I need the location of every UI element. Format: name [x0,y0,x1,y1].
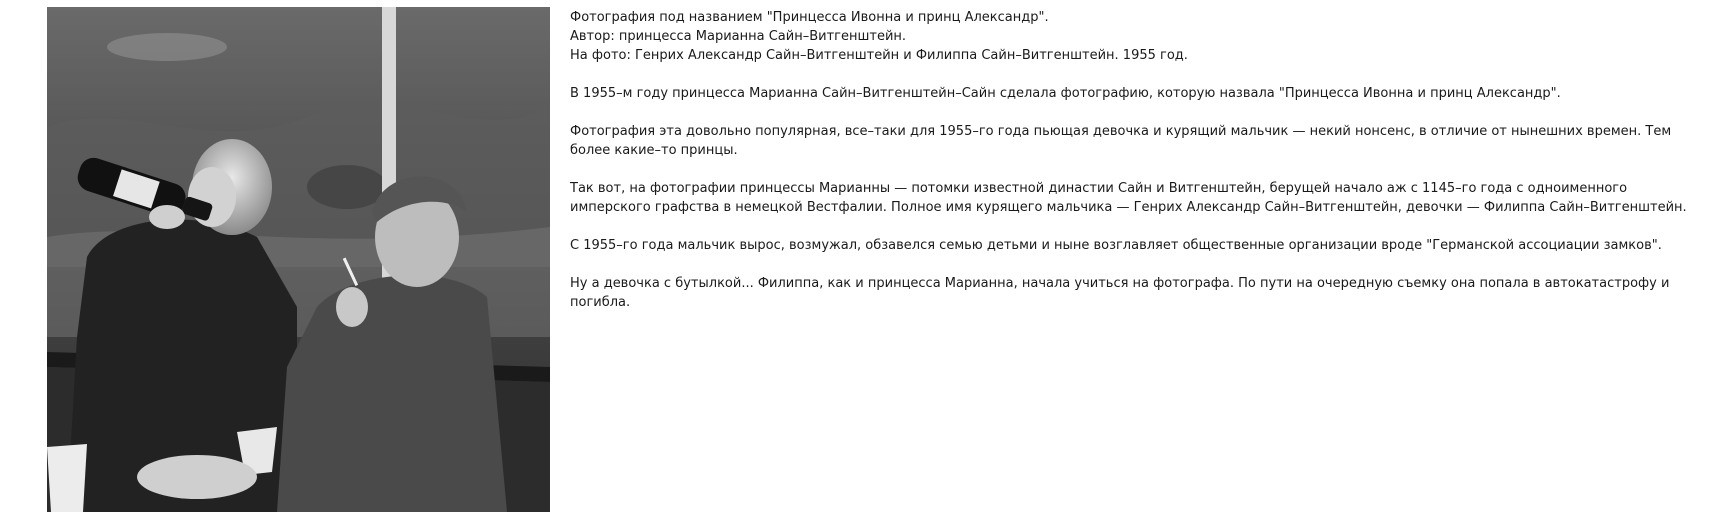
photo-author-line: Автор: принцесса Марианна Сайн–Витгенштейн. [570,29,907,44]
paragraph-dynasty: Так вот, на фотографии принцессы Марианны — потомки известной династии Сайн и Витгенштейн, берущей начало аж с 1145–го года с одноименного имперского графства в немецкой Вестфалии. Полное имя курящего мальчика — Генрих Александр Сайн–Витгенштейн, девочки — Филиппа Сайн–Витгенштейн. [570,181,1687,215]
article-photo [47,7,550,512]
paragraph-intro: В 1955–м году принцесса Марианна Сайн–Витгенштейн–Сайн сделала фотографию, которую назвала "Принцесса Ивонна и принц Александр". [570,86,1561,101]
article-header [570,8,1690,65]
paragraph-boy-fate: С 1955–го года мальчик вырос, возмужал, обзавелся семью детьми и ныне возглавляет общественные организации вроде "Германской ассоциации замков". [570,238,1662,253]
photo-title-line: Фотография под названием "Принцесса Ивонна и принц Александр". [570,10,1049,25]
paragraph-girl-fate: Ну а девочка с бутылкой... Филиппа, как и принцесса Марианна, начала учиться на фотографа. По пути на очередную съемку она попала в автокатастрофу и погибла. [570,276,1670,310]
photo-subjects-line: На фото: Генрих Александр Сайн–Витгенштейн и Филиппа Сайн–Витгенштейн. 1955 год. [570,48,1188,63]
article-text [570,8,1690,331]
paragraph-popularity: Фотография эта довольно популярная, все–таки для 1955–го года пьющая девочка и курящий мальчик — некий нонсенс, в отличие от нынешних времен. Тем более какие–то принцы. [570,124,1672,158]
